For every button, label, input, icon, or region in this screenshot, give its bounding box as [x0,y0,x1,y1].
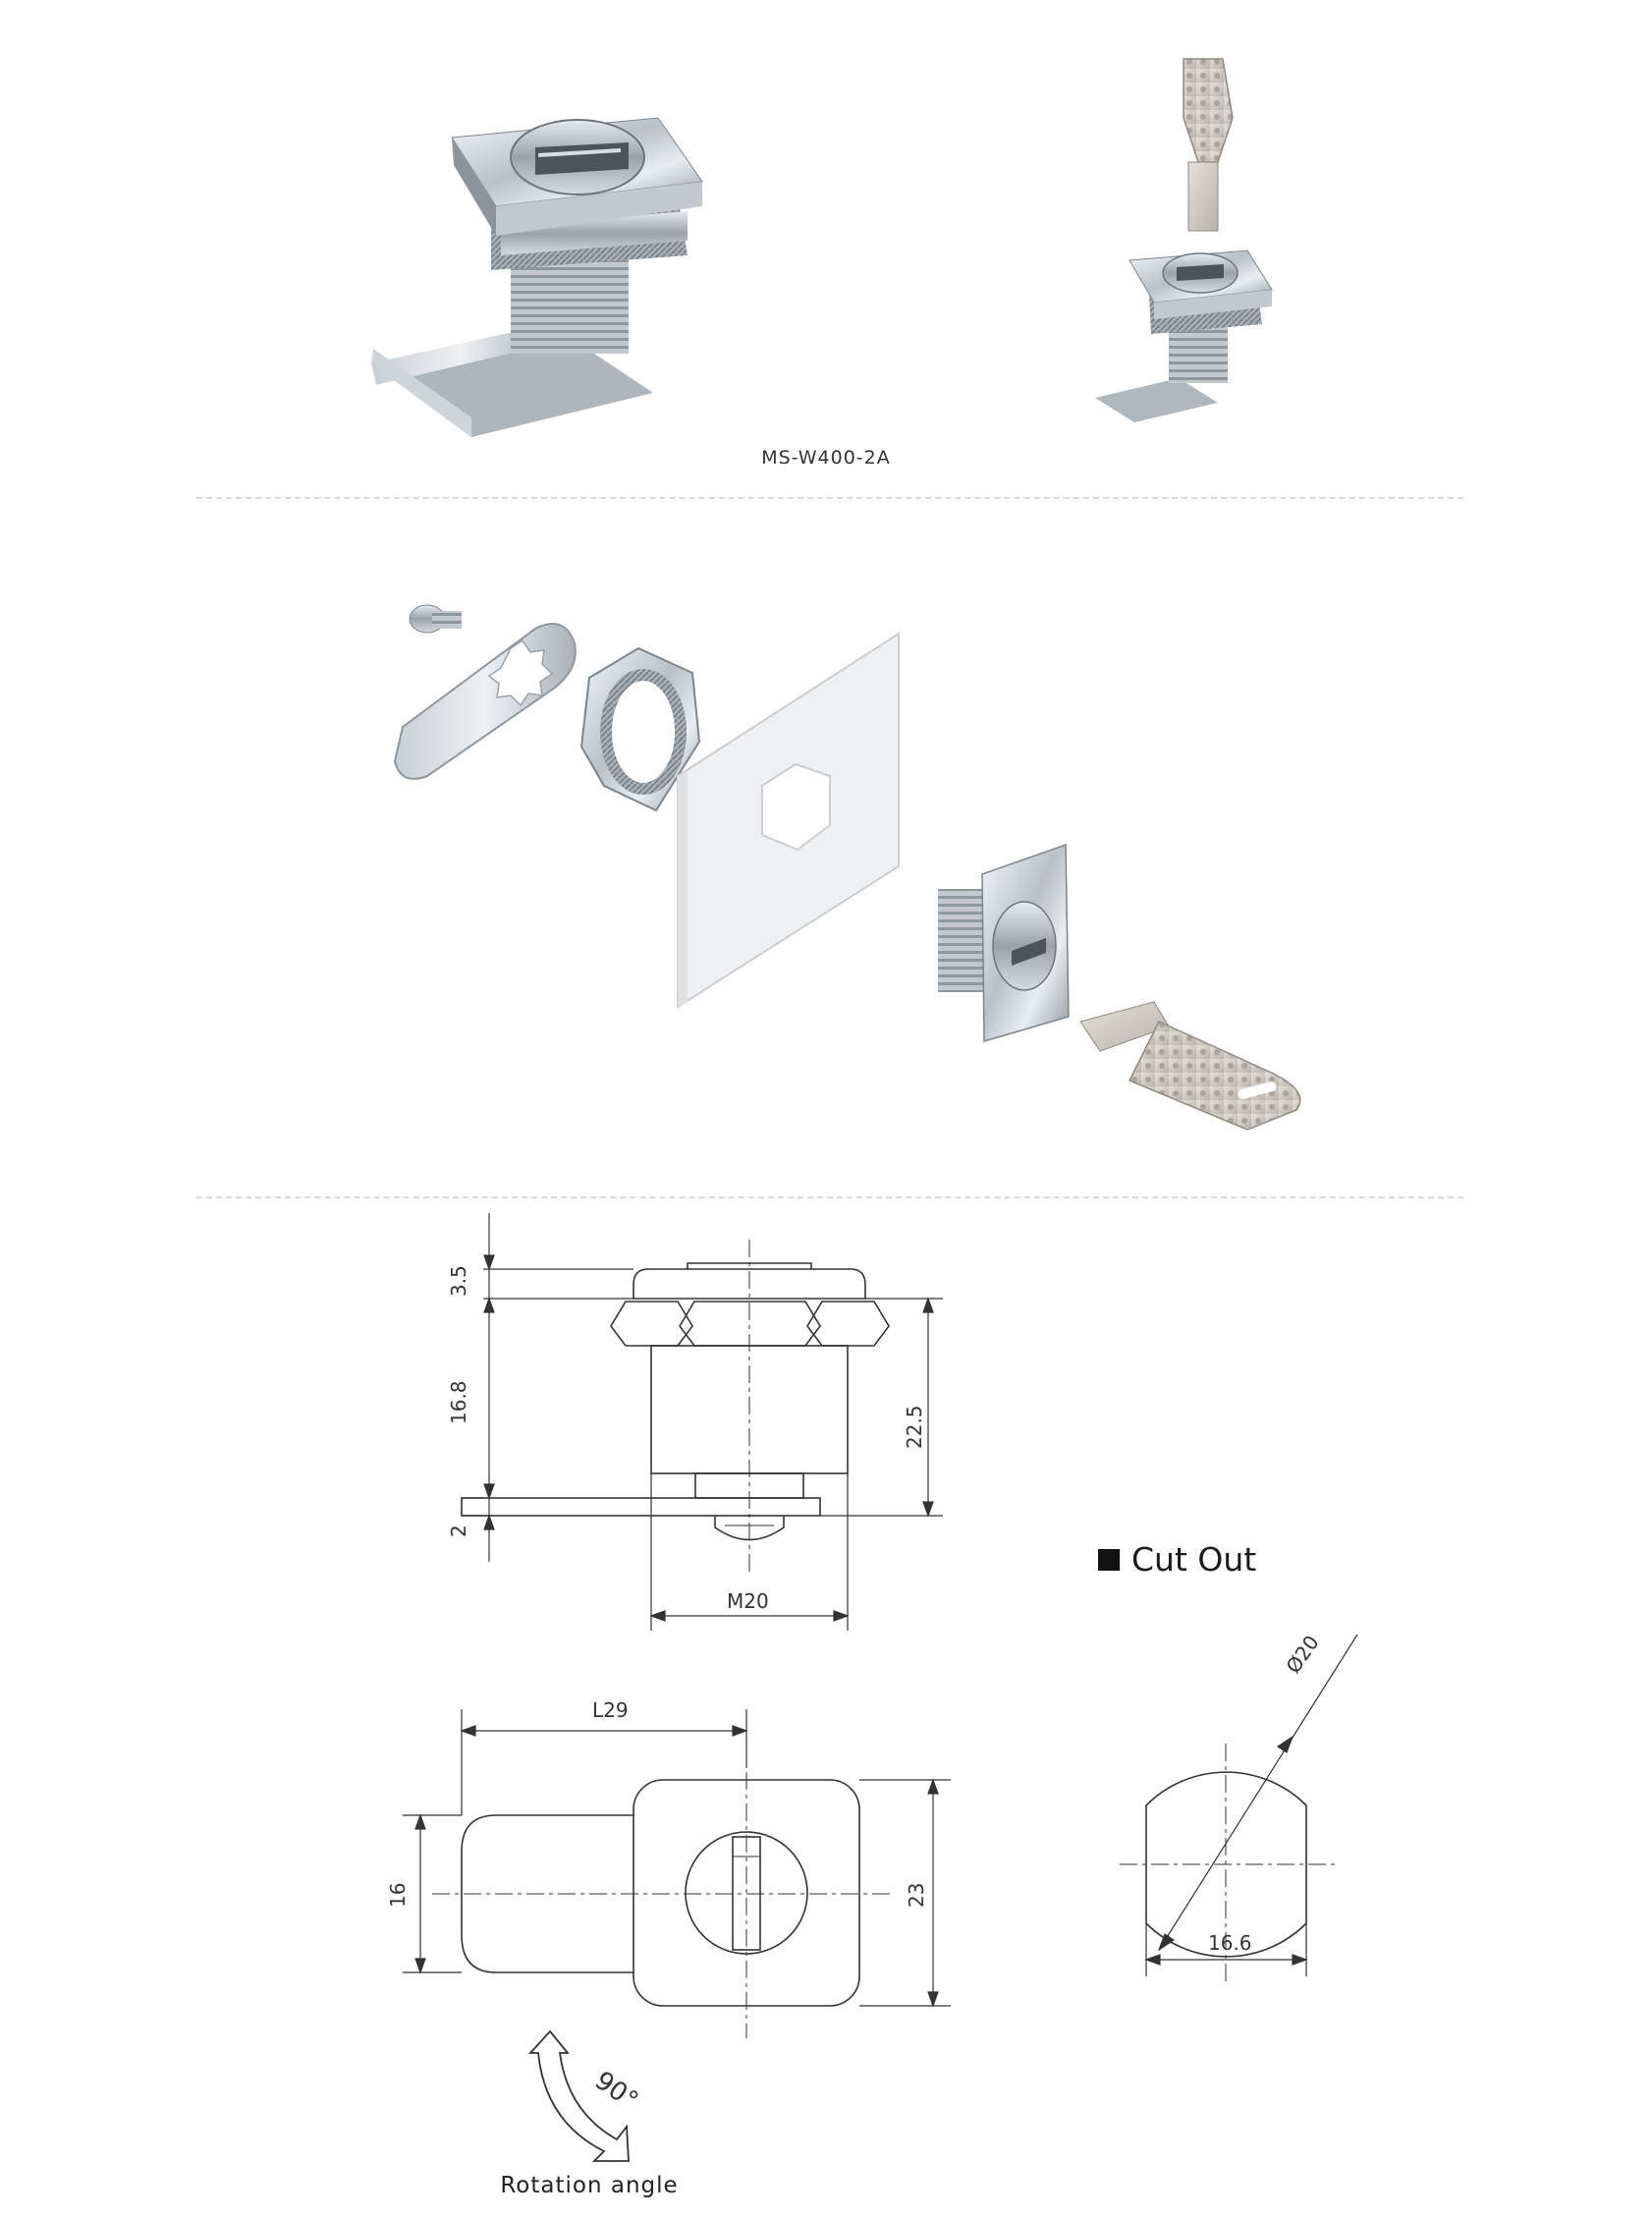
dim-body-length: 16.8 [447,1380,470,1424]
dim-top-thickness: 3.5 [447,1265,470,1297]
lock-render-large [371,118,702,437]
key-part [1080,1002,1300,1130]
dim-overall-height: 22.5 [903,1405,926,1449]
dim-cutout-diameter: Ø20 [1281,1631,1324,1678]
model-code: MS-W400-2A [761,447,891,469]
dim-cam-length: L29 [592,1698,629,1722]
dim-cutout-flat: 16.6 [1208,1931,1252,1955]
front-view-dimensions [403,1709,951,2006]
rotation-angle-value: 90° [588,2066,643,2117]
dim-thread-size: M20 [727,1589,769,1613]
panel-part [678,634,899,1007]
cutout-title-text: Cut Out [1131,1540,1257,1579]
cutout-dimensions [1146,1635,1357,1976]
dim-cam-thickness: 2 [447,1525,470,1537]
exploded-view [395,605,1300,1130]
lock-body-part [938,845,1069,1041]
divider-top [196,497,1463,499]
square-bullet-icon [1098,1549,1120,1571]
front-view-drawing [432,1709,894,2038]
side-view-drawing [462,1240,889,1572]
side-view-dimensions [462,1213,943,1631]
divider-middle [196,1196,1463,1198]
screw-part [410,605,462,633]
cam-part [395,624,576,779]
cutout-title [1098,1540,1256,1579]
rotation-label: Rotation angle [500,2173,679,2198]
lock-render-small-with-key [1095,59,1272,422]
dim-face-height: 23 [905,1882,928,1908]
dim-cam-width: 16 [386,1882,410,1908]
